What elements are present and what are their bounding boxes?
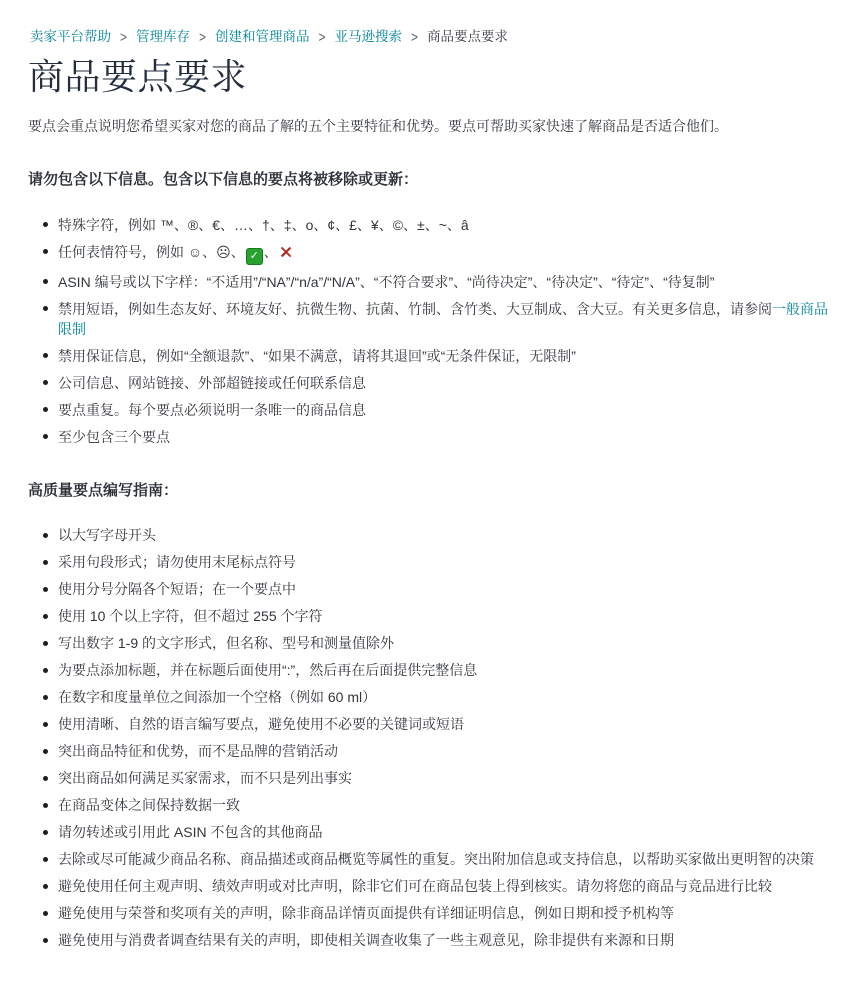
list-item	[42, 579, 835, 599]
list-item	[42, 903, 835, 923]
list-item	[42, 714, 835, 734]
list-item	[42, 795, 835, 815]
list-item	[42, 215, 835, 235]
list-item	[42, 400, 835, 420]
list-item-text: 使用清晰、自然的语言编写要点，避免使用不必要的关键词或短语	[58, 716, 464, 733]
list-item-text: 使用分号分隔各个短语；在一个要点中	[58, 581, 296, 598]
list-item-text: 为要点添加标题，并在标题后面使用“:”，然后再在后面提供完整信息	[58, 662, 478, 679]
breadcrumb-link-manage-inventory[interactable]: 管理库存	[136, 29, 191, 44]
list-item-text: 禁用短语，例如生态友好、环境友好、抗微生物、抗菌、竹制、含竹类、大豆制成、含大豆。有关更多信息，请参阅	[58, 300, 772, 317]
list-item	[42, 346, 835, 366]
list-item-text: 任何表情符号，例如 ☺、☹、	[58, 243, 245, 260]
list-item	[42, 552, 835, 572]
breadcrumb-link-create-manage-products[interactable]: 创建和管理商品	[215, 29, 310, 44]
list-item-text: 、	[263, 243, 278, 260]
list-item-text: 禁用保证信息，例如“全额退款”、“如果不满意，请将其退回”或“无条件保证，无限制”	[58, 347, 576, 364]
list-item	[42, 849, 835, 869]
list-item	[42, 373, 835, 393]
list-item	[42, 606, 835, 626]
list-item	[42, 768, 835, 788]
list-item-text: 避免使用与荣誉和奖项有关的声明，除非商品详情页面提供有详细证明信息，例如日期和授予机构等	[58, 905, 674, 922]
list-item	[42, 687, 835, 707]
cross-emoji-icon: ✕	[278, 242, 294, 262]
guidelines-list	[28, 525, 835, 950]
chevron-right-icon: >	[120, 28, 128, 46]
list-item-text: 使用 10 个以上字符，但不超过 255 个字符	[58, 608, 323, 625]
list-item-text: 请勿转述或引用此 ASIN 不包含的其他商品	[58, 824, 323, 841]
list-item	[42, 427, 835, 447]
list-item-text: 在商品变体之间保持数据一致	[58, 797, 240, 814]
list-item-text: 突出商品特征和优势，而不是品牌的营销活动	[58, 743, 338, 760]
list-item-text: 以大写字母开头	[58, 527, 156, 544]
list-item	[42, 930, 835, 950]
chevron-right-icon: >	[411, 28, 419, 46]
list-item-text: 采用句段形式；请勿使用末尾标点符号	[58, 554, 296, 571]
list-item-text: 避免使用与消费者调查结果有关的声明，即使相关调查收集了一些主观意见，除非提供有来源和日期	[58, 932, 674, 949]
list-item	[42, 272, 835, 292]
list-item	[42, 242, 835, 265]
list-item-text: 突出商品如何满足买家需求，而不只是列出事实	[58, 770, 352, 787]
list-item-text: ASIN 编号或以下字样：“不适用”/“NA”/“n/a”/“N/A”、“不符合要求”、“尚待决定”、“待决定”、“待定”、“待复制”	[58, 273, 715, 290]
list-item-text: 去除或尽可能减少商品名称、商品描述或商品概览等属性的重复。突出附加信息或支持信息，以帮助买家做出更明智的决策	[58, 851, 814, 868]
chevron-right-icon: >	[318, 28, 326, 46]
breadcrumb-link-seller-help[interactable]: 卖家平台帮助	[30, 29, 111, 44]
prohibited-list	[28, 215, 835, 447]
list-item-text: 至少包含三个要点	[58, 428, 170, 445]
section-heading-guidelines: 高质量要点编写指南：	[28, 481, 179, 499]
list-item	[42, 633, 835, 653]
list-item	[42, 822, 835, 842]
list-item	[42, 741, 835, 761]
page-title: 商品要点要求	[28, 56, 248, 97]
list-item	[42, 299, 835, 339]
chevron-right-icon: >	[199, 28, 207, 46]
list-item-text: 写出数字 1-9 的文字形式，但名称、型号和测量值除外	[58, 635, 395, 652]
check-emoji-icon: ✓	[246, 248, 263, 265]
list-item-text: 特殊字符，例如 ™、®、€、…、†、‡、o、¢、£、¥、©、±、~、â	[58, 216, 469, 233]
list-item	[42, 660, 835, 680]
list-item-text: 在数字和度量单位之间添加一个空格（例如 60 ml）	[58, 689, 377, 706]
breadcrumb	[30, 28, 835, 46]
section-heading-prohibited: 请勿包含以下信息。包含以下信息的要点将被移除或更新：	[28, 171, 419, 189]
list-item	[42, 876, 835, 896]
breadcrumb-current: 商品要点要求	[427, 29, 509, 44]
list-item-text: 避免使用任何主观声明、绩效声明或对比声明，除非它们可在商品包装上得到核实。请勿将您的商品与竞品进行比较	[58, 878, 772, 895]
general-restrictions-link[interactable]: 一般商品限制	[58, 300, 828, 337]
list-item-text: 公司信息、网站链接、外部超链接或任何联系信息	[58, 374, 366, 391]
intro-paragraph: 要点会重点说明您希望买家对您的商品了解的五个主要特征和优势。要点可帮助买家快速了解商品是否适合他们。	[28, 118, 728, 135]
list-item	[42, 525, 835, 545]
breadcrumb-link-amazon-search[interactable]: 亚马逊搜索	[334, 29, 403, 44]
section-divider-space	[28, 467, 835, 481]
list-item-text: 要点重复。每个要点必须说明一条唯一的商品信息	[58, 401, 366, 418]
